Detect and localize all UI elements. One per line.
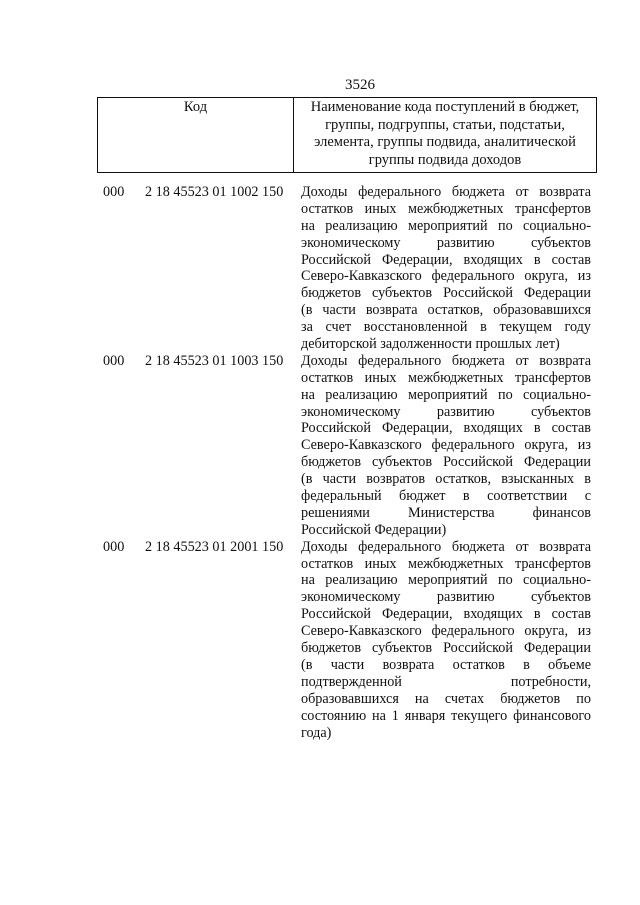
- income-description: [301, 184, 591, 353]
- description-line: (в части возврата остатков, образовавшихся: [301, 302, 591, 319]
- description-line: экономическому развитию субъектов: [301, 403, 591, 420]
- header-name-line: Наименование кода поступлений в бюджет,: [310, 99, 580, 115]
- description-line: на реализацию мероприятий по социально-: [301, 386, 591, 403]
- description-line: остатков иных межбюджетных трансфертов: [301, 369, 591, 386]
- income-code: 2 18 45523 01 2001 150: [145, 538, 284, 555]
- description-line: года): [301, 724, 332, 741]
- description-line: Российской Федерации): [301, 521, 447, 538]
- header-name-cell: [294, 98, 596, 172]
- admin-code: 000: [103, 184, 125, 200]
- description-line: (в части возвратов остатков, взысканных в: [301, 471, 591, 488]
- description-line: федеральный бюджет в соответствии с: [301, 488, 591, 505]
- description-line: на реализацию мероприятий по социально-: [301, 572, 591, 589]
- description-line: решениями Министерства финансов: [301, 504, 591, 521]
- description-line: подтвержденной потребности,: [301, 673, 591, 690]
- description-line: экономическому развитию субъектов: [301, 589, 591, 606]
- page-number: 3526: [345, 77, 375, 93]
- income-description: [301, 539, 591, 742]
- admin-code: 000: [103, 538, 125, 555]
- description-line: бюджетов субъектов Российской Федерации: [301, 285, 591, 302]
- description-line: Российской Федерации, входящих в состав: [301, 606, 591, 623]
- header-name-line: группы, подгруппы, статьи, подстатьи,: [325, 116, 565, 133]
- income-code: 2 18 45523 01 1003 150: [145, 352, 284, 369]
- description-line: Доходы федерального бюджета от возврата: [301, 352, 591, 369]
- description-line: Доходы федерального бюджета от возврата: [301, 184, 591, 200]
- income-row: [0, 353, 640, 539]
- header-code-cell: Код: [98, 98, 294, 172]
- description-line: остатков иных межбюджетных трансфертов: [301, 200, 591, 217]
- description-line: Северо-Кавказского федерального округа, из: [301, 623, 591, 640]
- description-line: Российской Федерации, входящих в состав: [301, 420, 591, 437]
- description-line: образовавшихся на счетах бюджетов по: [301, 690, 591, 707]
- income-row: [0, 539, 640, 742]
- description-line: Российской Федерации, входящих в состав: [301, 251, 591, 268]
- description-line: Северо-Кавказского федерального округа, из: [301, 268, 591, 285]
- description-line: бюджетов субъектов Российской Федерации: [301, 454, 591, 471]
- income-code: 2 18 45523 01 1002 150: [145, 184, 284, 200]
- description-line: экономическому развитию субъектов: [301, 234, 591, 251]
- table-header: [97, 97, 597, 173]
- header-name-line: элемента, группы подвида, аналитической: [314, 134, 576, 151]
- description-line: (в части возврата остатков в объеме: [301, 656, 591, 673]
- description-line: бюджетов субъектов Российской Федерации: [301, 640, 591, 657]
- admin-code: 000: [103, 352, 125, 369]
- income-row: [0, 184, 640, 353]
- description-line: Северо-Кавказского федерального округа, из: [301, 437, 591, 454]
- income-description: [301, 353, 591, 539]
- description-line: состоянию на 1 января текущего финансового: [301, 707, 591, 724]
- description-line: остатков иных межбюджетных трансфертов: [301, 555, 591, 572]
- header-name-line: группы подвида доходов: [368, 151, 522, 168]
- description-line: Доходы федерального бюджета от возврата: [301, 538, 591, 555]
- description-line: на реализацию мероприятий по социально-: [301, 217, 591, 234]
- description-line: за счет восстановленной в текущем году: [301, 319, 591, 336]
- income-rows: [0, 184, 640, 741]
- description-line: дебиторской задолженности прошлых лет): [301, 336, 560, 353]
